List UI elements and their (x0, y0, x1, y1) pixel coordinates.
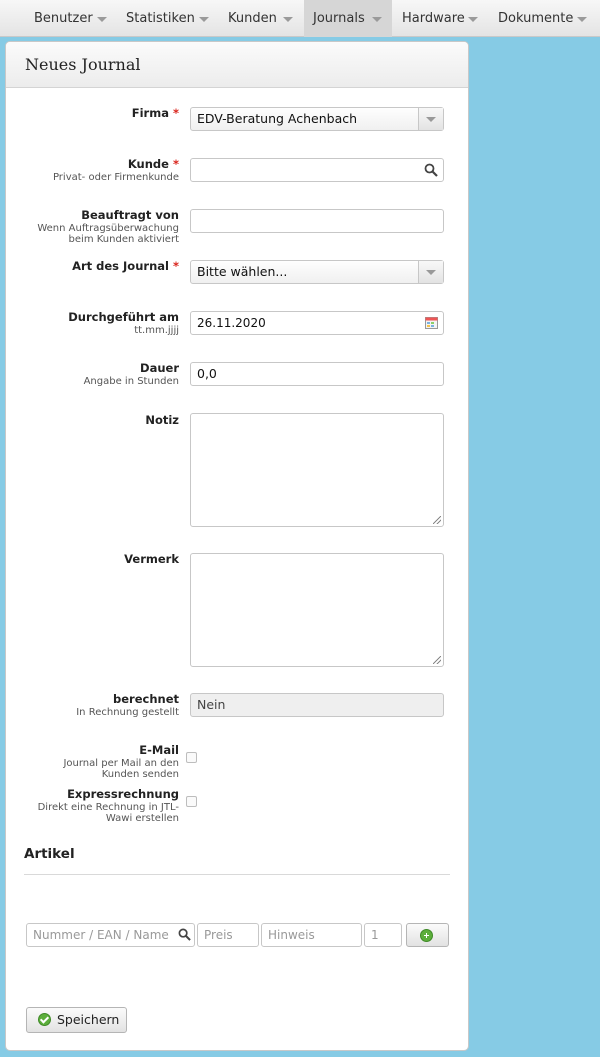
check-icon (38, 1013, 51, 1026)
nav-item-label: Journals (313, 11, 365, 26)
nav-item-journals[interactable] (304, 0, 392, 37)
save-label: Speichern (57, 1012, 120, 1027)
new-journal-panel (5, 41, 469, 1051)
express-hint: Direkt eine Rechnung in JTL-Wawi erstellen (37, 802, 179, 824)
search-icon[interactable] (424, 163, 438, 177)
note-input[interactable] (261, 923, 362, 947)
page-title: Neues Journal (25, 55, 141, 74)
dauer-label: Dauer (140, 361, 179, 375)
berechnet-value: Nein (197, 697, 226, 712)
email-hint: Journal per Mail an den Kunden senden (63, 758, 179, 780)
nav-item-label: Kunden (228, 11, 277, 26)
chevron-down-icon (199, 17, 209, 22)
chevron-down-icon (468, 17, 478, 22)
express-label-group (9, 787, 179, 824)
nav-item-label: Statistiken (126, 11, 195, 26)
nav-item-label: Benutzer (34, 11, 93, 26)
section-divider (24, 874, 450, 875)
notiz-label-group (9, 413, 179, 427)
add-article-button[interactable] (406, 923, 449, 947)
firma-label: Firma (131, 106, 169, 120)
beauftragt-label: Beauftragt von (81, 208, 179, 222)
note-placeholder: Hinweis (268, 928, 315, 942)
article-search-placeholder: Nummer / EAN / Name (33, 928, 169, 942)
required-marker: * (172, 106, 179, 120)
email-label-group (9, 743, 179, 780)
kunde-label: Kunde (127, 157, 169, 171)
berechnet-label: berechnet (113, 692, 179, 706)
art-select[interactable] (190, 260, 444, 284)
vermerk-textarea[interactable] (190, 553, 444, 667)
required-marker: * (172, 157, 179, 171)
search-icon[interactable] (178, 928, 191, 941)
art-label: Art des Journal (72, 259, 169, 273)
art-label-group (9, 259, 179, 273)
beauftragt-label-group (9, 208, 179, 245)
berechnet-hint: In Rechnung gestellt (76, 707, 179, 718)
dauer-label-group (9, 361, 179, 387)
chevron-down-icon[interactable] (418, 261, 443, 283)
kunde-search-input[interactable] (190, 158, 444, 182)
nav-item-kunden[interactable] (216, 0, 300, 37)
price-input[interactable] (197, 923, 259, 947)
article-search-input[interactable] (26, 923, 195, 947)
dauer-hint: Angabe in Stunden (83, 376, 179, 387)
artikel-heading: Artikel (24, 846, 75, 862)
nav-item-label: Hardware (402, 11, 465, 26)
top-navigation (0, 0, 600, 37)
firma-value: EDV-Beratung Achenbach (197, 111, 358, 126)
required-marker: * (172, 259, 179, 273)
berechnet-label-group (9, 692, 179, 718)
chevron-down-icon (283, 17, 293, 22)
nav-item-label: Dokumente (498, 11, 574, 26)
dauer-input[interactable] (190, 362, 444, 386)
resize-handle-icon[interactable] (433, 516, 441, 524)
kunde-hint: Privat- oder Firmenkunde (52, 172, 179, 183)
chevron-down-icon[interactable] (418, 108, 443, 130)
durchgefuehrt-hint: tt.mm.jjjj (134, 325, 179, 336)
berechnet-field (190, 693, 444, 717)
save-button[interactable] (26, 1007, 127, 1033)
notiz-textarea[interactable] (190, 413, 444, 527)
chevron-down-icon (97, 17, 107, 22)
email-checkbox[interactable] (186, 752, 197, 763)
nav-item-benutzer[interactable] (22, 0, 117, 37)
dauer-value: 0,0 (197, 366, 217, 381)
kunde-label-group (9, 157, 179, 183)
nav-item-hardware[interactable] (392, 0, 486, 37)
panel-header (6, 42, 468, 88)
firma-label-group (9, 106, 179, 120)
email-label: E-Mail (139, 743, 179, 757)
notiz-label: Notiz (145, 413, 179, 427)
art-value: Bitte wählen... (197, 264, 288, 279)
resize-handle-icon[interactable] (433, 656, 441, 664)
calendar-icon[interactable] (425, 317, 438, 329)
nav-item-dokumente[interactable] (488, 0, 600, 37)
vermerk-label-group (9, 552, 179, 566)
date-input[interactable] (190, 311, 444, 335)
beauftragt-hint: Wenn Auftragsüberwachung beim Kunden aktiviert (37, 223, 179, 245)
vermerk-label: Vermerk (124, 552, 179, 566)
quantity-input[interactable] (364, 923, 402, 947)
firma-select[interactable] (190, 107, 444, 131)
nav-item-statistiken[interactable] (114, 0, 214, 37)
durchgefuehrt-label: Durchgeführt am (68, 310, 179, 324)
express-label: Expressrechnung (67, 787, 179, 801)
quantity-value: 1 (371, 928, 379, 942)
date-value: 26.11.2020 (197, 316, 266, 330)
beauftragt-input[interactable] (190, 209, 444, 233)
express-checkbox[interactable] (186, 796, 197, 807)
chevron-down-icon (577, 17, 587, 22)
chevron-down-icon (372, 17, 382, 22)
price-placeholder: Preis (204, 928, 233, 942)
plus-icon (420, 929, 433, 942)
durchgefuehrt-label-group (9, 310, 179, 336)
